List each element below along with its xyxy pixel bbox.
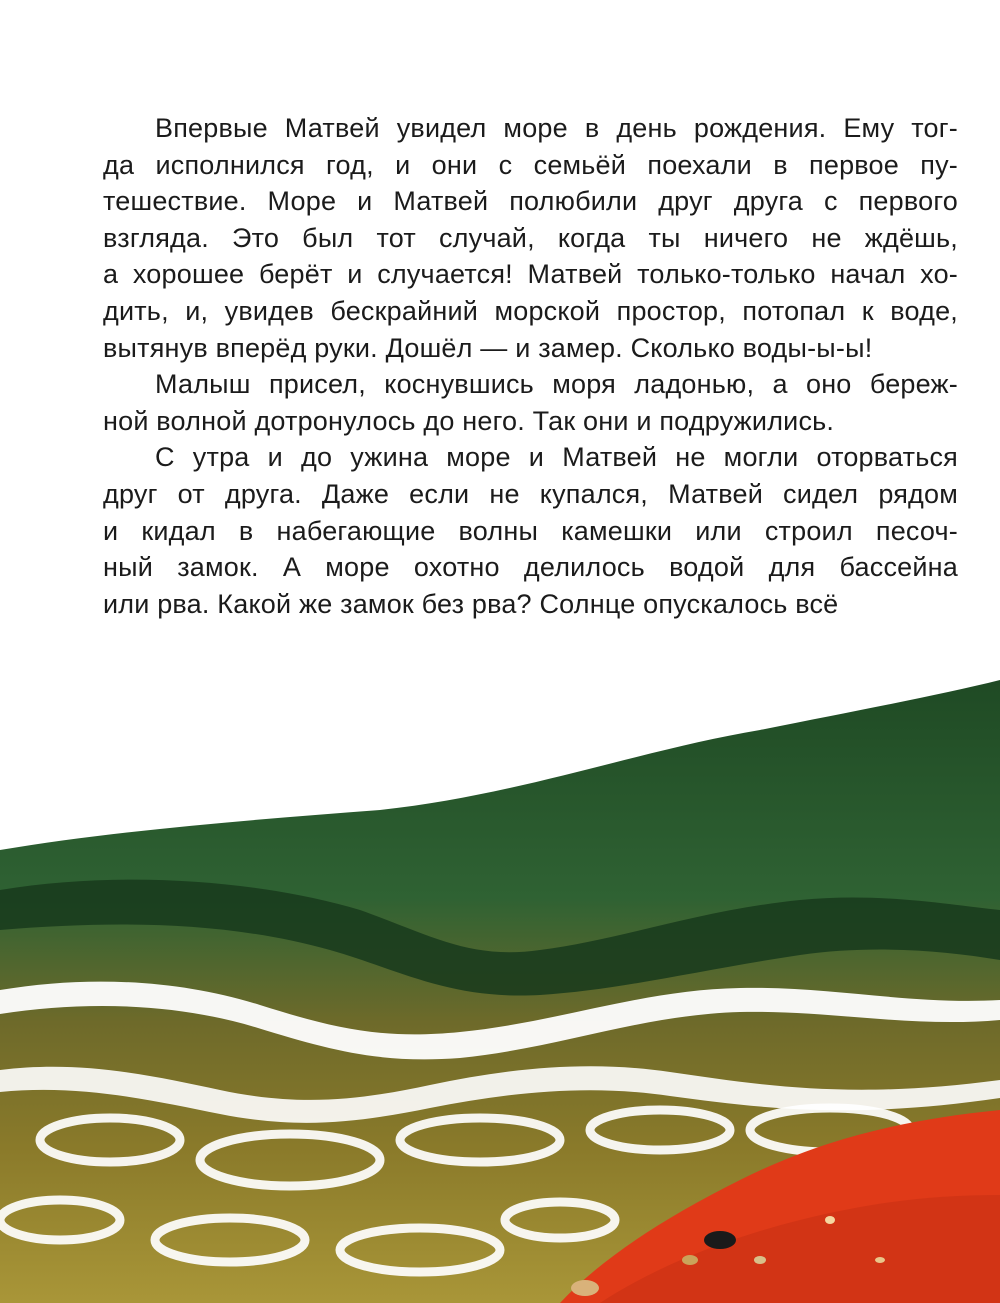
text-line: ной волной дотронулось до него. Так они и подружились. bbox=[103, 405, 835, 436]
story-text bbox=[103, 110, 958, 622]
paragraph-3 bbox=[103, 439, 958, 622]
text-line: дить, и, увидев бескрайний морской простор, потопал к воде, bbox=[103, 295, 958, 326]
paragraph-1 bbox=[103, 110, 958, 366]
text-line: и кидал в набегающие волны камешки или строил песоч- bbox=[103, 515, 958, 546]
sea-illustration bbox=[0, 660, 1000, 1303]
text-line: а хорошее берёт и случается! Матвей только-только начал хо- bbox=[103, 259, 958, 290]
text-line: ный замок. А море охотно делилось водой для бассейна bbox=[103, 552, 958, 583]
text-line: тешествие. Море и Матвей полюбили друг друга с первого bbox=[103, 186, 958, 217]
text-line: Впервые Матвей увидел море в день рождения. Ему тог- bbox=[155, 113, 958, 143]
text-line: да исполнился год, и они с семьёй поехали в первое пу- bbox=[103, 149, 958, 180]
text-line: взгляда. Это был тот случай, когда ты ничего не ждёшь, bbox=[103, 222, 958, 253]
text-line: Малыш присел, коснувшись моря ладонью, а оно береж- bbox=[155, 369, 958, 400]
text-line: друг от друга. Даже если не купался, Матвей сидел рядом bbox=[103, 478, 958, 509]
text-line: вытянув вперёд руки. Дошёл — и замер. Сколько воды-ы-ы! bbox=[103, 332, 873, 363]
text-line: или рва. Какой же замок без рва? Солнце опускалось всё bbox=[103, 588, 839, 619]
text-line: С утра и до ужина море и Матвей не могли оторваться bbox=[155, 442, 958, 473]
paragraph-2 bbox=[103, 366, 958, 439]
